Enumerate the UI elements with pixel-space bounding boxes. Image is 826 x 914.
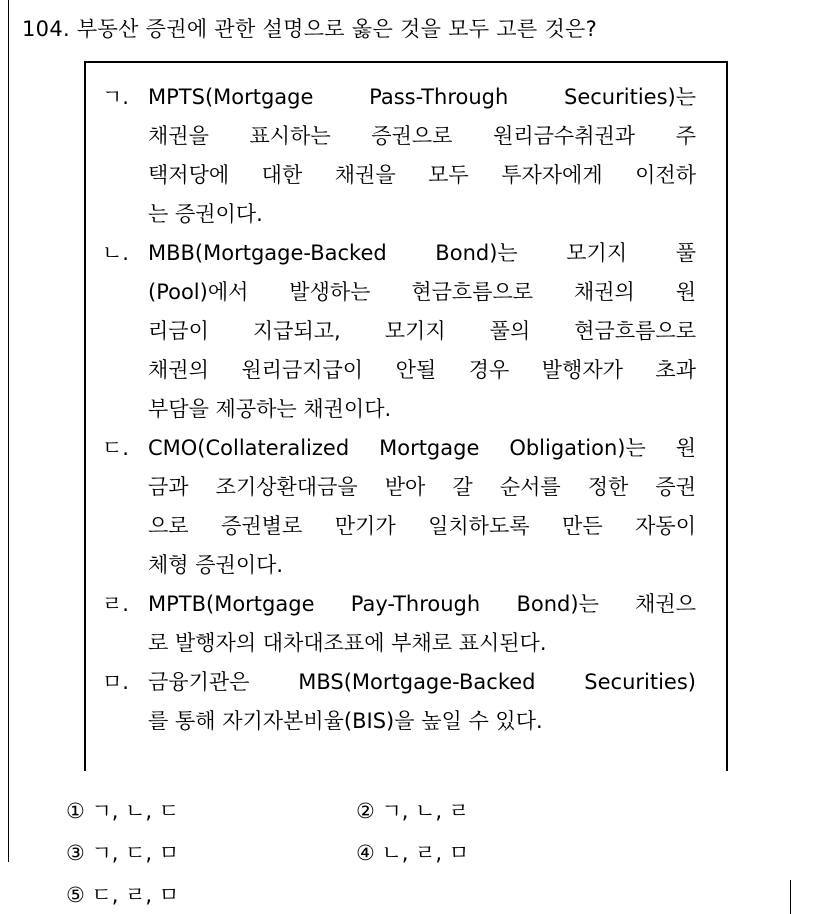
statement-line: CMO(Collateralized Mortgage Obligation)는 원: [148, 436, 696, 460]
statement-line: 으로 증권별로 만기가 일치하도록 만든 자동이: [148, 514, 696, 538]
answer-option-5[interactable]: ⑤ ㄷ, ㄹ, ㅁ: [66, 883, 180, 907]
statement-line: MPTS(Mortgage Pass-Through Securities)는: [148, 85, 696, 109]
left-margin-rule: [8, 0, 9, 862]
answer-option-3[interactable]: ③ ㄱ, ㄷ, ㅁ: [66, 841, 180, 865]
statement-line: MBB(Mortgage-Backed Bond)는 모기지 풀: [148, 241, 696, 265]
statement-b: [102, 234, 696, 429]
statement-line: 는 증권이다.: [148, 202, 263, 226]
statement-line: (Pool)에서 발생하는 현금흐름으로 채권의 원: [148, 280, 696, 304]
statement-line: MPTB(Mortgage Pay-Through Bond)는 채권으: [148, 592, 696, 616]
statement-line: 금과 조기상환대금을 받아 갈 순서를 정한 증권: [148, 475, 696, 499]
statement-marker: ㄴ.: [102, 241, 129, 265]
answer-option-4[interactable]: ④ ㄴ, ㄹ, ㅁ: [356, 841, 470, 865]
answer-option-1[interactable]: ① ㄱ, ㄴ, ㄷ: [66, 799, 180, 823]
statement-marker: ㅁ.: [102, 670, 129, 694]
statement-a: [102, 78, 696, 234]
statement-marker: ㄱ.: [102, 85, 129, 109]
answer-option-2[interactable]: ② ㄱ, ㄴ, ㄹ: [356, 799, 470, 823]
statement-e: [102, 663, 696, 741]
statement-line: 리금이 지급되고, 모기지 풀의 현금흐름으로: [148, 319, 696, 343]
statement-line: 금융기관은 MBS(Mortgage-Backed Securities): [148, 670, 696, 694]
question-title: 104. 부동산 증권에 관한 설명으로 옳은 것을 모두 고른 것은?: [22, 17, 598, 41]
statement-marker: ㄷ.: [102, 436, 129, 460]
statement-line: 를 통해 자기자본비율(BIS)을 높일 수 있다.: [148, 709, 543, 733]
statement-line: 체형 증권이다.: [148, 553, 284, 577]
statement-line: 택저당에 대한 채권을 모두 투자자에게 이전하: [148, 163, 696, 187]
statement-marker: ㄹ.: [102, 592, 129, 616]
statement-line: 채권의 원리금지급이 안될 경우 발행자가 초과: [148, 358, 696, 382]
statement-c: [102, 429, 696, 585]
statement-line: 로 발행자의 대차대조표에 부채로 표시된다.: [148, 631, 547, 655]
statement-line: 채권을 표시하는 증권으로 원리금수취권과 주: [148, 124, 696, 148]
statement-line: 부담을 제공하는 채권이다.: [148, 397, 392, 421]
right-margin-rule: [790, 880, 791, 914]
statement-d: [102, 585, 696, 663]
